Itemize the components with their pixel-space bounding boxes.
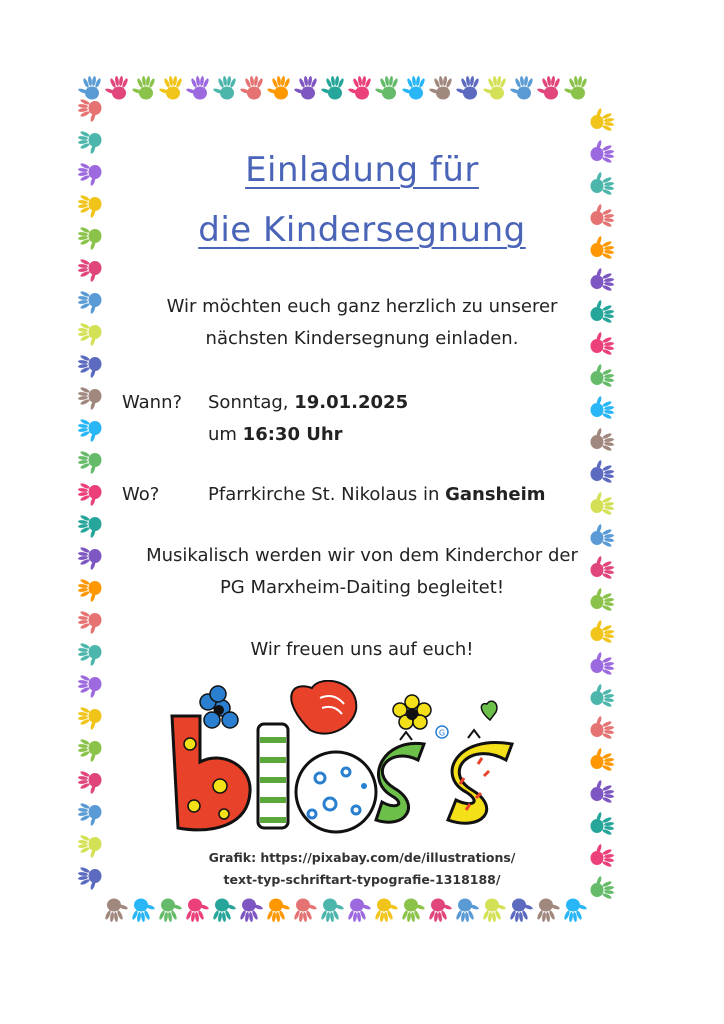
handprint-icon bbox=[482, 899, 506, 923]
where-label: Wo? bbox=[122, 484, 160, 505]
handprint-icon bbox=[348, 76, 372, 100]
handprint-icon bbox=[510, 76, 534, 100]
handprint-icon bbox=[78, 482, 102, 506]
handprint-icon bbox=[104, 899, 128, 923]
handprint-icon bbox=[159, 76, 183, 100]
handprint-icon bbox=[564, 76, 588, 100]
handprint-icon bbox=[78, 450, 102, 474]
handprint-icon bbox=[78, 610, 102, 634]
registered-mark bbox=[436, 726, 448, 738]
handprint-icon bbox=[158, 899, 182, 923]
handprint-icon bbox=[78, 706, 102, 730]
handprint-icon bbox=[591, 396, 615, 420]
handprint-icon bbox=[186, 76, 210, 100]
time-prefix: um bbox=[208, 424, 243, 445]
handprint-icon bbox=[402, 76, 426, 100]
credit-line-1: Grafik: https://pixabay.com/de/illustrations/ bbox=[208, 850, 516, 865]
handprint-icon bbox=[78, 418, 102, 442]
handprint-icon bbox=[591, 492, 615, 516]
handprint-icon bbox=[536, 899, 560, 923]
handprint-icon bbox=[456, 76, 480, 100]
handprint-icon bbox=[239, 899, 263, 923]
handprint-icon bbox=[266, 899, 290, 923]
handprint-icon bbox=[591, 780, 615, 804]
green-heart-icon bbox=[481, 701, 497, 720]
handprint-icon bbox=[375, 76, 399, 100]
letter-s-yellow bbox=[448, 730, 512, 823]
registered-mark-letter: G bbox=[438, 728, 446, 738]
handprint-icon bbox=[131, 899, 155, 923]
music-line-2: PG Marxheim-Daiting begleitet! bbox=[219, 577, 505, 598]
letter-b bbox=[172, 716, 250, 830]
handprint-icon bbox=[455, 899, 479, 923]
place-prefix: Pfarrkirche St. Nikolaus in bbox=[208, 484, 446, 505]
handprint-icon bbox=[321, 76, 345, 100]
handprint-icon bbox=[509, 899, 533, 923]
handprint-icon bbox=[428, 899, 452, 923]
when-date-line bbox=[208, 392, 408, 413]
yellow-flower-icon bbox=[393, 695, 431, 729]
handprint-icon bbox=[591, 460, 615, 484]
letter-e bbox=[296, 752, 376, 832]
handprint-icon bbox=[78, 386, 102, 410]
title-line-2: die Kindersegnung bbox=[198, 210, 526, 250]
handprint-icon bbox=[591, 812, 615, 836]
where-line bbox=[208, 484, 546, 505]
letter-s-green bbox=[376, 732, 424, 822]
intro-line-1: Wir möchten euch ganz herzlich zu unserer bbox=[166, 296, 558, 317]
handprint-icon bbox=[429, 76, 453, 100]
when-time-line bbox=[208, 424, 343, 445]
event-time: 16:30 Uhr bbox=[242, 424, 343, 445]
blue-flower-icon bbox=[200, 686, 238, 728]
handprint-icon bbox=[591, 684, 615, 708]
handprint-icon bbox=[185, 899, 209, 923]
handprint-icon bbox=[78, 354, 102, 378]
greeting: Wir freuen uns auf euch! bbox=[250, 639, 474, 660]
music-line-1: Musikalisch werden wir von dem Kinderchor der bbox=[146, 545, 578, 566]
title-line-1: Einladung für bbox=[245, 150, 479, 190]
handprint-icon bbox=[591, 748, 615, 772]
handprint-icon bbox=[563, 899, 587, 923]
handprint-icon bbox=[347, 899, 371, 923]
handprint-icon bbox=[78, 76, 102, 100]
handprint-icon bbox=[78, 802, 102, 826]
day-prefix: Sonntag, bbox=[208, 392, 295, 413]
red-heart-icon bbox=[291, 681, 356, 734]
handprint-icon bbox=[401, 899, 425, 923]
handprint-icon bbox=[267, 76, 291, 100]
handprint-icon bbox=[591, 364, 615, 388]
handprint-icon bbox=[78, 738, 102, 762]
handprint-icon bbox=[591, 428, 615, 452]
handprint-icon bbox=[213, 76, 237, 100]
handprint-icon bbox=[78, 258, 102, 282]
handprint-icon bbox=[132, 76, 156, 100]
handprint-icon bbox=[78, 514, 102, 538]
intro-line-2: nächsten Kindersegnung einladen. bbox=[205, 328, 519, 349]
handprint-icon bbox=[78, 98, 102, 122]
handprint-icon bbox=[537, 76, 561, 100]
town-name: Gansheim bbox=[445, 484, 546, 505]
handprint-icon bbox=[591, 108, 615, 132]
handprint-icon bbox=[105, 76, 129, 100]
handprint-icon bbox=[591, 716, 615, 740]
handprint-icon bbox=[320, 899, 344, 923]
handprint-icon bbox=[591, 268, 615, 292]
handprint-icon bbox=[483, 76, 507, 100]
credit-line-2: text-typ-schriftart-typografie-1318188/ bbox=[223, 872, 501, 887]
handprint-icon bbox=[293, 899, 317, 923]
when-label: Wann? bbox=[122, 392, 183, 413]
handprint-icon bbox=[374, 899, 398, 923]
handprint-icon bbox=[78, 770, 102, 794]
handprint-icon bbox=[294, 76, 318, 100]
handprint-icon bbox=[212, 899, 236, 923]
bless-graphic bbox=[160, 680, 540, 840]
letter-l bbox=[258, 724, 288, 828]
event-date: 19.01.2025 bbox=[294, 392, 409, 413]
handprint-icon bbox=[240, 76, 264, 100]
handprint-icon bbox=[78, 674, 102, 698]
